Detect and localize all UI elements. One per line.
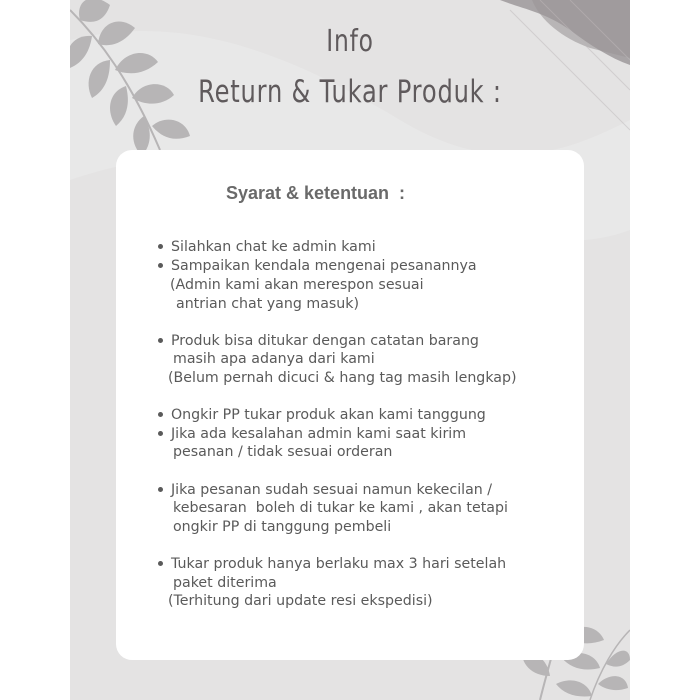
bullet-dot [158, 244, 163, 249]
bullet-dot [158, 487, 163, 492]
terms-line: masih apa adanya dari kami [173, 351, 375, 367]
terms-line: (Belum pernah dicuci & hang tag masih lengkap) [168, 370, 517, 386]
terms-heading: Syarat & ketentuan : [226, 183, 406, 203]
terms-line: ongkir PP di tanggung pembeli [173, 519, 392, 535]
terms-line: Jika ada kesalahan admin kami saat kirim [171, 426, 467, 442]
terms-line: Ongkir PP tukar produk akan kami tanggung [171, 407, 486, 423]
bullet-dot [158, 561, 163, 566]
terms-line: kebesaran boleh di tukar ke kami , akan tetapi [173, 500, 508, 516]
bullet-dot [158, 263, 163, 268]
page-title-info: Info [326, 24, 374, 59]
terms-line: pesanan / tidak sesuai orderan [173, 444, 393, 460]
terms-line: Jika pesanan sudah sesuai namun kekecilan / [171, 482, 493, 498]
terms-line: Sampaikan kendala mengenai pesanannya [171, 258, 477, 274]
terms-line: (Admin kami akan merespon sesuai [170, 277, 424, 293]
terms-line: (Terhitung dari update resi ekspedisi) [168, 593, 433, 609]
abstract-blob-shape [500, 0, 630, 130]
terms-card [116, 150, 584, 660]
bullet-dot [158, 412, 163, 417]
page-title: Return & Tukar Produk : [198, 74, 502, 110]
terms-line: Silahkan chat ke admin kami [171, 239, 376, 255]
terms-line: Produk bisa ditukar dengan catatan barang [171, 333, 479, 349]
bullet-dot [158, 338, 163, 343]
bullet-dot [158, 431, 163, 436]
terms-line: paket diterima [173, 575, 277, 591]
poster [70, 0, 630, 700]
terms-line: antrian chat yang masuk) [176, 296, 360, 312]
terms-line: Tukar produk hanya berlaku max 3 hari setelah [171, 556, 507, 572]
